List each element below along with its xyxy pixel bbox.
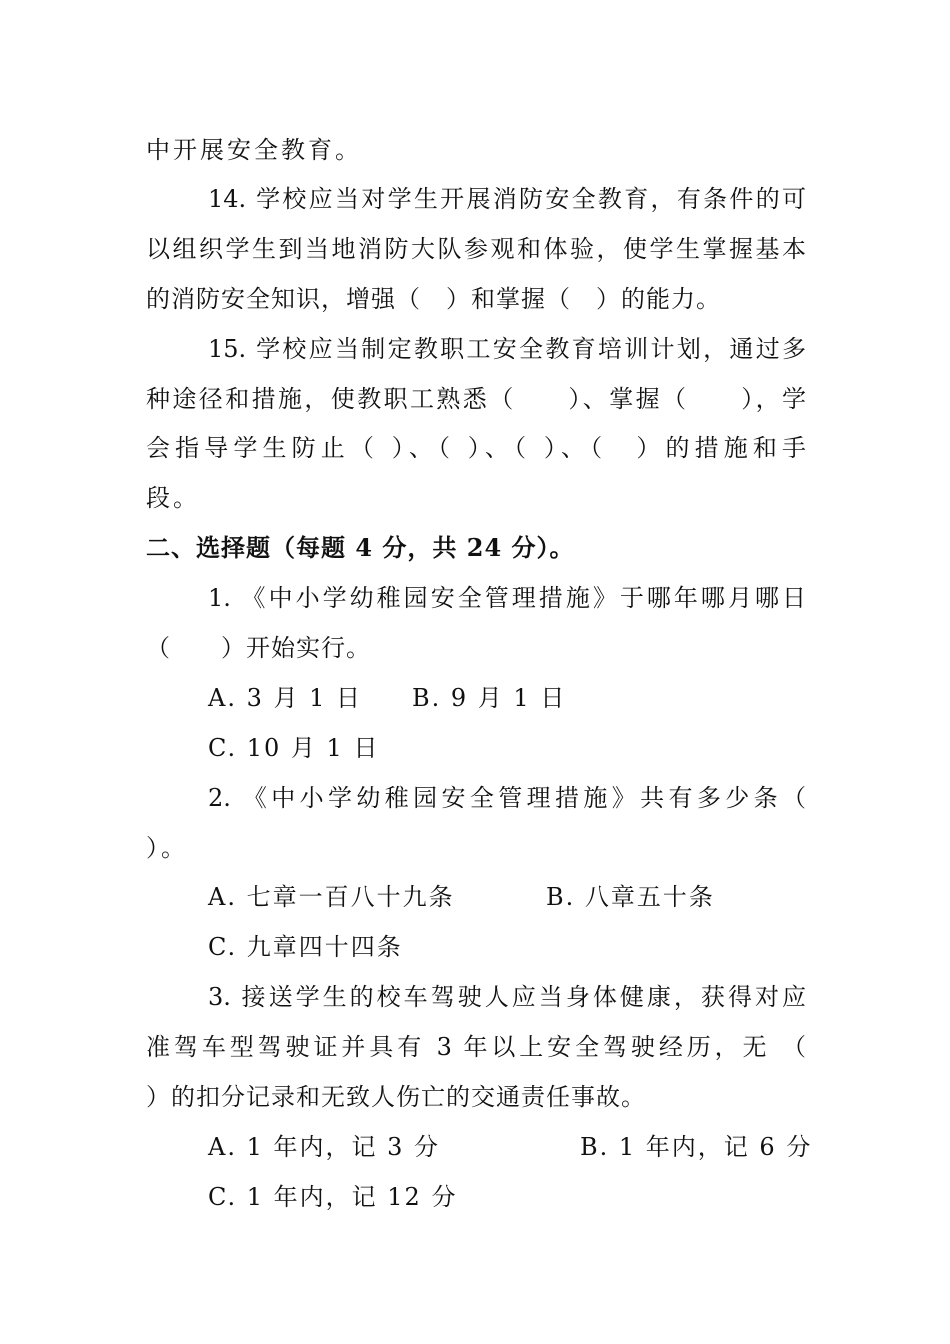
question-14-line-2: 以组织学生到当地消防大队参观和体验，使学生掌握基本 bbox=[146, 235, 806, 263]
question-15-line-4: 段。 bbox=[146, 484, 200, 512]
question-14-line-1: 14. 学校应当对学生开展消防安全教育，有条件的可 bbox=[208, 185, 806, 213]
mc-question-3-line-1: 3. 接送学生的校车驾驶人应当身体健康，获得对应 bbox=[208, 983, 806, 1011]
mc-question-1-option-b: B. 9 月 1 日 bbox=[412, 684, 567, 712]
mc-question-3-line-3: ）的扣分记录和无致人伤亡的交通责任事故。 bbox=[146, 1083, 646, 1111]
question-15-line-2: 种途径和措施，使教职工熟悉（ ）、掌握（ ），学 bbox=[146, 385, 806, 413]
section1-tail-line: 中开展安全教育。 bbox=[146, 136, 362, 164]
mc-question-2-line-2: ）。 bbox=[146, 834, 188, 862]
mc-question-1-option-c: C. 10 月 1 日 bbox=[208, 734, 380, 762]
mc-question-1-line-2: （ ）开始实行。 bbox=[146, 634, 371, 662]
mc-question-2-option-a: A. 七章一百八十九条 bbox=[208, 883, 455, 911]
mc-question-1-option-a: A. 3 月 1 日 bbox=[208, 684, 363, 712]
question-14-line-3: 的消防安全知识，增强（ ）和掌握（ ）的能力。 bbox=[146, 285, 721, 313]
mc-question-2-option-b: B. 八章五十条 bbox=[546, 883, 715, 911]
question-15-line-1: 15. 学校应当制定教职工安全教育培训计划，通过多 bbox=[208, 335, 806, 363]
mc-question-3-option-a: A. 1 年内，记 3 分 bbox=[208, 1133, 441, 1161]
question-15-line-3: 会指导学生防止（ ）、（ ）、（ ）、（ ）的措施和手 bbox=[146, 434, 806, 462]
mc-question-2-line-1: 2. 《中小学幼稚园安全管理措施》共有多少条（ bbox=[208, 784, 806, 812]
mc-question-3-option-c: C. 1 年内，记 12 分 bbox=[208, 1183, 458, 1211]
section-2-heading: 二、选择题（每题 4 分，共 24 分）。 bbox=[146, 533, 575, 562]
mc-question-1-line-1: 1. 《中小学幼稚园安全管理措施》于哪年哪月哪日 bbox=[208, 584, 806, 612]
mc-question-3-option-b: B. 1 年内，记 6 分 bbox=[580, 1133, 813, 1161]
mc-question-2-option-c: C. 九章四十四条 bbox=[208, 933, 403, 961]
mc-question-3-line-2: 准驾车型驾驶证并具有 3 年以上安全驾驶经历，无 （ bbox=[146, 1033, 806, 1061]
